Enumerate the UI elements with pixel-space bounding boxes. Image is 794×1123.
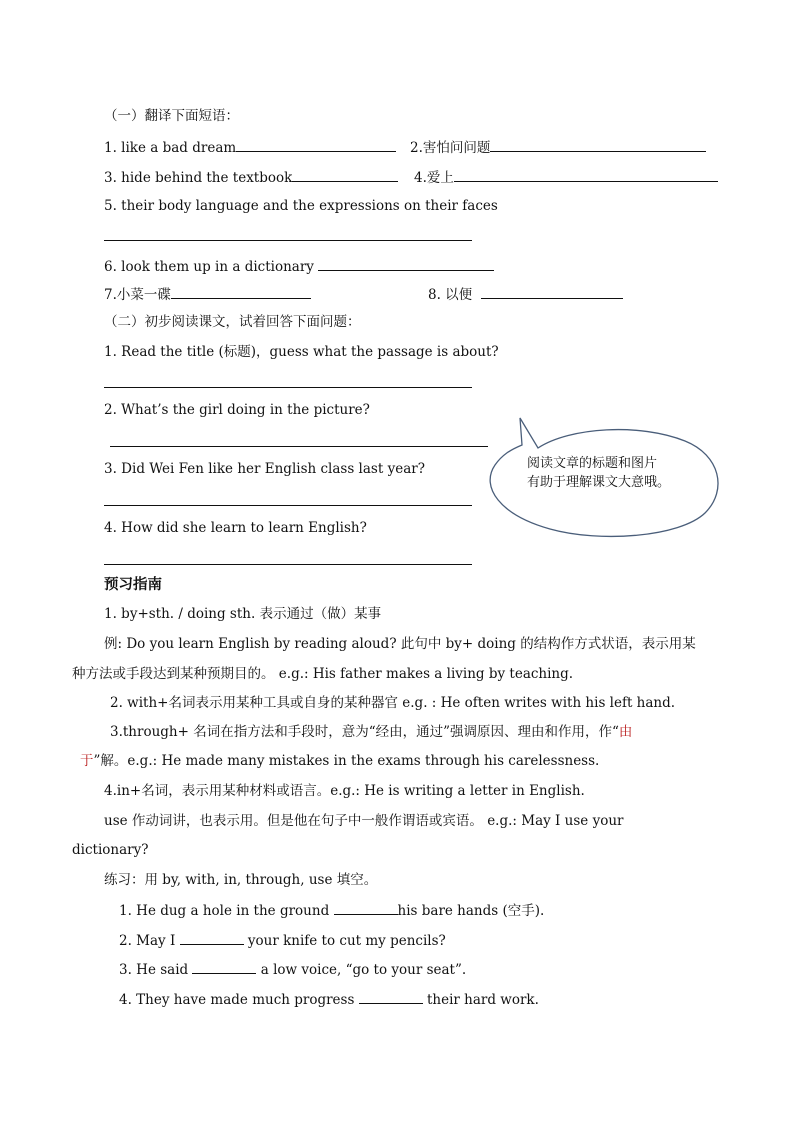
answer-blank[interactable] xyxy=(292,167,398,182)
answer-line[interactable] xyxy=(110,446,488,447)
practice-row xyxy=(119,930,446,950)
answer-blank[interactable] xyxy=(236,137,396,152)
question-row xyxy=(104,284,311,304)
item-text: 2.害怕问问题 xyxy=(410,140,491,156)
answer-blank[interactable] xyxy=(171,284,311,299)
answer-line[interactable] xyxy=(104,240,472,241)
guide-paragraph xyxy=(110,723,632,741)
guide-paragraph: use 作动词讲，也表示用。但是他在句子中一般作谓语或宾语。 e.g.: May I use your xyxy=(104,813,624,829)
fill-blank[interactable] xyxy=(180,930,244,945)
question-row xyxy=(104,167,398,187)
question-text: 1. Read the title (标题)，guess what the passage is about? xyxy=(104,344,499,360)
item-text: 7.小菜一碟 xyxy=(104,287,171,303)
question-row xyxy=(428,284,623,304)
practice-post: his bare hands (空手). xyxy=(397,903,545,919)
highlight-text: 于 xyxy=(80,753,94,769)
guide-text: ”解。e.g.: He made many mistakes in the exams through his carelessness. xyxy=(93,753,600,769)
question-row xyxy=(104,256,494,276)
bubble-line: 有助于理解课文大意哦。 xyxy=(527,475,671,490)
guide-paragraph xyxy=(80,752,599,770)
question-text: 2. What’s the girl doing in the picture? xyxy=(104,402,370,418)
practice-pre: 2. May I xyxy=(119,933,180,949)
guide-text: 3.through+ 名词在指方法和手段时，意为“经由，通过”强调原因、理由和作用，作“ xyxy=(110,724,619,740)
bubble-line: 阅读文章的标题和图片 xyxy=(527,456,658,471)
section1-heading: （一）翻译下面短语： xyxy=(104,108,239,124)
fill-blank[interactable] xyxy=(334,900,398,915)
question-row xyxy=(414,167,718,187)
question-text: 3. Did Wei Fen like her English class last year? xyxy=(104,461,425,477)
guide-paragraph: 种方法或手段达到某种预期目的。 e.g.: His father makes a living by teaching. xyxy=(72,666,574,682)
answer-blank[interactable] xyxy=(454,167,718,182)
item-text: 3. hide behind the textbook xyxy=(104,170,293,186)
bubble-text xyxy=(527,454,670,492)
question-row xyxy=(410,137,706,157)
answer-line[interactable] xyxy=(104,387,472,388)
practice-post: a low voice, “go to your seat”. xyxy=(256,962,467,978)
answer-blank[interactable] xyxy=(481,284,623,299)
practice-pre: 3. He said xyxy=(119,962,193,978)
practice-post: their hard work. xyxy=(422,992,539,1008)
fill-blank[interactable] xyxy=(359,989,423,1004)
guide-paragraph: 例: Do you learn English by reading aloud? 此句中 by+ doing 的结构作方式状语，表示用某 xyxy=(104,636,696,652)
practice-post: your knife to cut my pencils? xyxy=(243,933,446,949)
highlight-text: 由 xyxy=(618,724,633,740)
section2-heading: （二）初步阅读课文，试着回答下面问题： xyxy=(104,314,361,330)
fill-blank[interactable] xyxy=(192,959,256,974)
item-text: 6. look them up in a dictionary xyxy=(104,259,314,275)
guide-paragraph: 4.in+名词，表示用某种材料或语言。e.g.: He is writing a letter in English. xyxy=(104,783,585,799)
item-text: 5. their body language and the expressions on their faces xyxy=(104,198,498,214)
practice-pre: 1. He dug a hole in the ground xyxy=(119,903,334,919)
question-row xyxy=(104,137,396,157)
answer-blank[interactable] xyxy=(318,256,494,271)
guide-paragraph: 1. by+sth. / doing sth. 表示通过（做）某事 xyxy=(104,606,382,622)
item-text: 1. like a bad dream xyxy=(104,140,237,156)
practice-row xyxy=(119,900,544,920)
guide-paragraph: dictionary? xyxy=(72,842,149,858)
practice-heading: 练习：用 by, with, in, through, use 填空。 xyxy=(104,872,378,888)
question-text: 4. How did she learn to learn English? xyxy=(104,520,367,536)
answer-line[interactable] xyxy=(104,505,472,506)
item-text: 4.爱上 xyxy=(414,170,454,186)
practice-row xyxy=(119,989,539,1009)
guide-heading: 预习指南 xyxy=(104,577,162,593)
practice-row xyxy=(119,959,466,979)
practice-pre: 4. They have made much progress xyxy=(119,992,359,1008)
answer-line[interactable] xyxy=(104,564,472,565)
answer-blank[interactable] xyxy=(490,137,706,152)
item-text: 8. 以便 xyxy=(428,287,473,303)
guide-paragraph: 2. with+名词表示用某种工具或自身的某种器官 e.g. : He often writes with his left hand. xyxy=(110,695,676,711)
